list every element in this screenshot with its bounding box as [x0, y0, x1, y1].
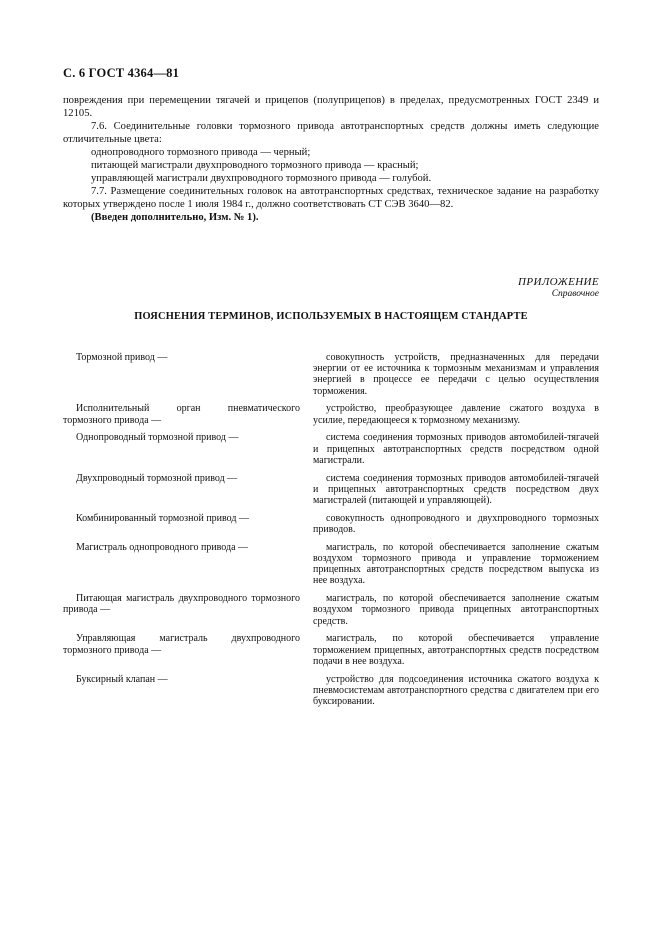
term-row	[63, 403, 599, 425]
appendix-sublabel: Справочное	[551, 289, 599, 299]
term-definition: система соединения тормозных приводов автомобилей-тягачей и прицепных автотранспортных средств посредством двух магистралей (питающей и управляющей).	[313, 472, 599, 507]
paragraph: повреждения при перемещении тягачей и прицепов (полуприцепов) в пределах, предусмотренных ГОСТ 2349 и 12105.	[63, 95, 599, 119]
term-row	[63, 432, 599, 466]
term-name: Тормозной привод —	[76, 352, 168, 363]
term-definition: магистраль, по которой обеспечивается заполнение сжатым воздухом тормозного привода прицепных автотранспортных средств.	[313, 593, 599, 627]
term-definition: магистраль, по которой обеспечивается заполнение сжатым воздухом тормозного привода и управление торможением прицепных автотранспортных средств посредством выпуска из нее воздуха.	[313, 541, 599, 587]
term-definition: устройство для подсоединения источника сжатого воздуха к пневмосистемам автотранспортного средства с двигателем при его буксировании.	[313, 673, 599, 708]
term-row	[63, 513, 599, 535]
appendix-title: ПОЯСНЕНИЯ ТЕРМИНОВ, ИСПОЛЬЗУЕМЫХ В НАСТОЯЩЕМ СТАНДАРТЕ	[134, 311, 528, 322]
paragraph: (Введен дополнительно, Изм. № 1).	[91, 212, 259, 223]
term-name: Однопроводный тормозной привод —	[76, 432, 239, 444]
body-text	[63, 94, 599, 224]
term-name: Питающая магистраль двухпроводного тормозного привода —	[63, 593, 300, 616]
appendix-label-block	[518, 276, 599, 299]
term-definition: устройство, преобразующее давление сжатого воздуха в усилие, передающееся к тормозному механизму.	[313, 403, 599, 426]
term-definition: магистраль, по которой обеспечивается управление торможением прицепных, автотранспортных средств посредством подачи в нее воздуха.	[313, 633, 599, 667]
term-row	[63, 593, 599, 627]
term-row	[63, 352, 599, 397]
term-name: Двухпроводный тормозной привод —	[76, 472, 238, 484]
term-definition: система соединения тормозных приводов автомобилей-тягачей и прицепных автотранспортных средств посредством одной магистрали.	[313, 432, 599, 466]
term-name: Магистраль однопроводного привода —	[76, 541, 249, 553]
paragraph: управляющей магистрали двухпроводного тормозного привода — голубой.	[91, 173, 432, 184]
term-name: Исполнительный орган пневматического тормозного привода —	[63, 403, 300, 426]
term-name: Комбинированный тормозной привод —	[76, 512, 249, 524]
term-row	[63, 542, 599, 587]
term-definition: совокупность однопроводного и двухпроводного тормозных приводов.	[313, 512, 599, 536]
terms-list	[63, 352, 599, 714]
page-header: С. 6 ГОСТ 4364—81	[63, 66, 180, 80]
paragraph: 7.6. Соединительные головки тормозного привода автотранспортных средств должны иметь следующие отличительные цвета:	[63, 121, 599, 145]
term-name: Управляющая магистраль двухпроводного тормозного привода —	[63, 633, 300, 656]
term-row	[63, 473, 599, 507]
paragraph: 7.7. Размещение соединительных головок на автотранспортных средствах, техническое задание на разработку которых утверждено после 1 июля 1984 г., должно соответствовать СТ СЭВ 3640—82.	[63, 186, 599, 210]
term-row	[63, 674, 599, 708]
term-row	[63, 633, 599, 667]
term-name: Буксирный клапан —	[76, 673, 168, 685]
term-definition: совокупность устройств, предназначенных для передачи энергии от ее источника к тормозным механизмам и управления энергией в процессе ее передачи с целью осуществления торможения.	[313, 352, 599, 397]
paragraph: однопроводного тормозного привода — черный;	[91, 147, 311, 158]
paragraph: питающей магистрали двухпроводного тормозного привода — красный;	[91, 160, 419, 171]
appendix-label: ПРИЛОЖЕНИЕ	[518, 276, 599, 288]
